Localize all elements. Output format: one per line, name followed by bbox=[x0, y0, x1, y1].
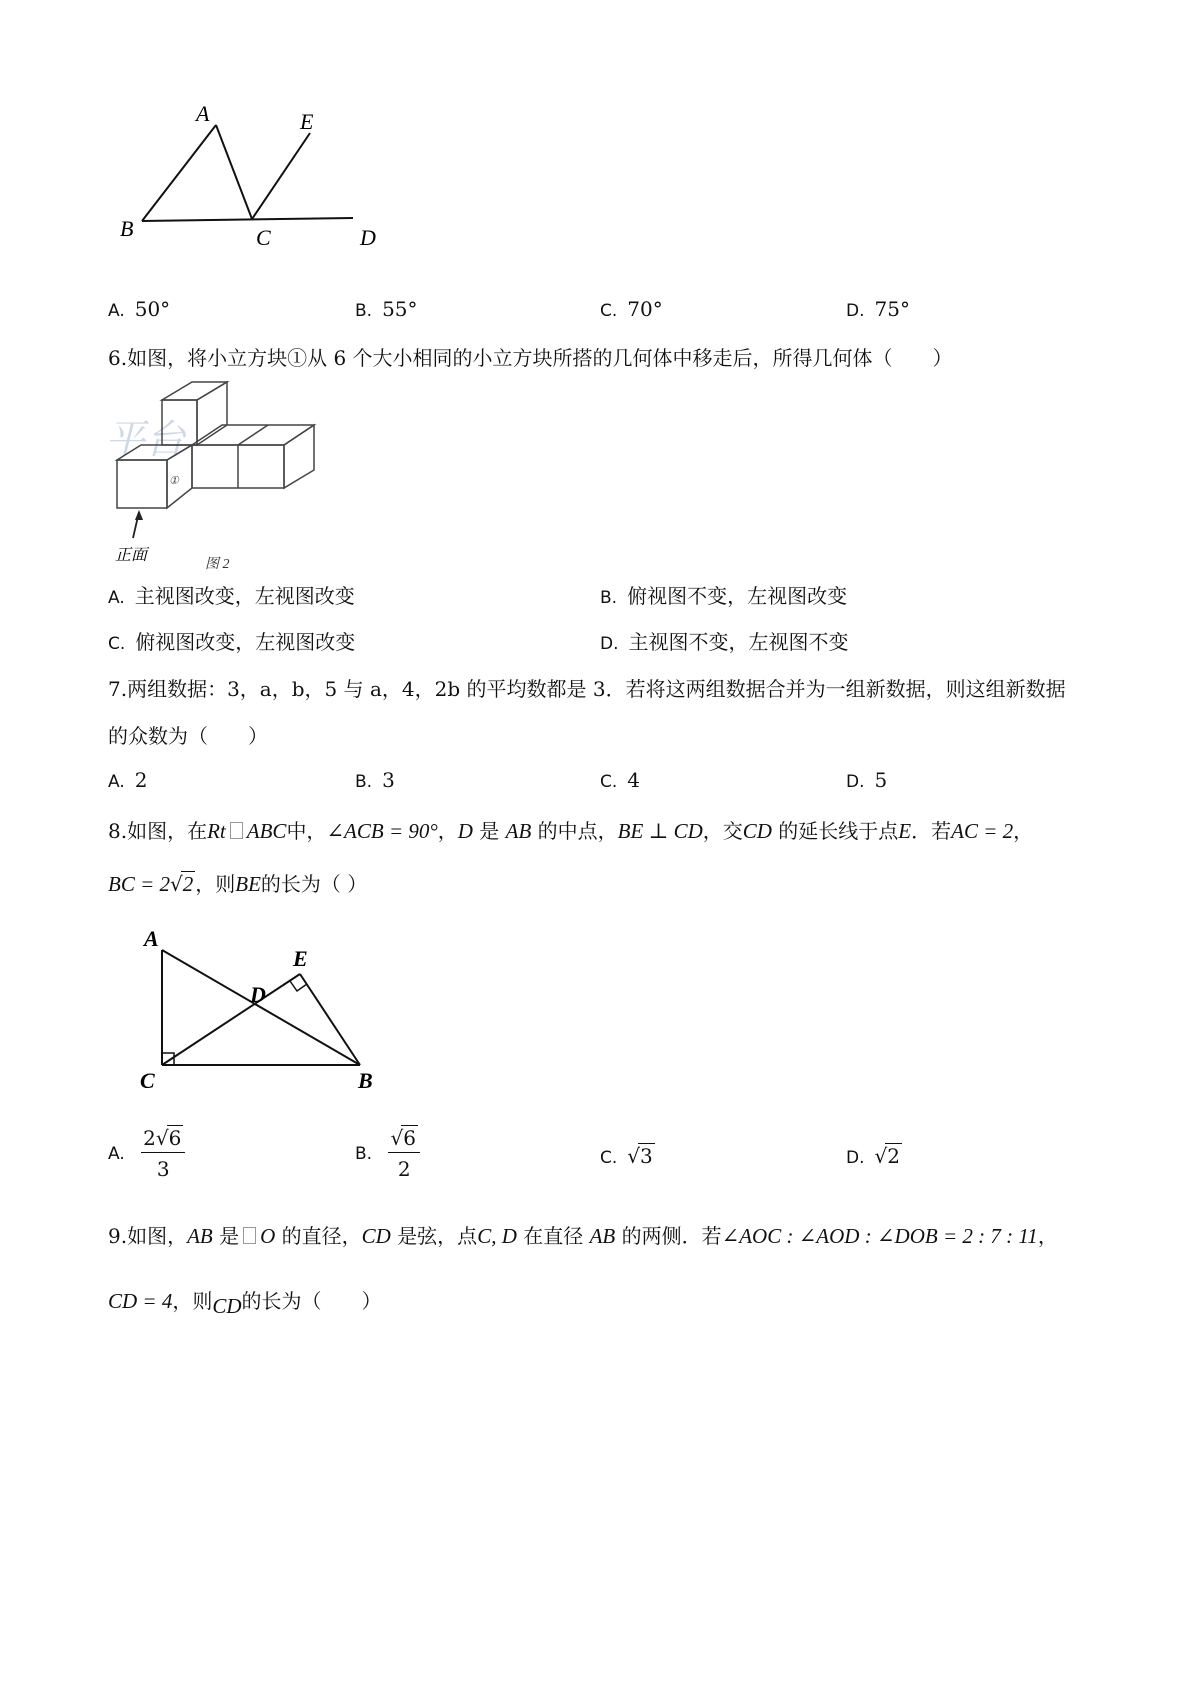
q6-stem: 6.如图，将小立方块①从 6 个大小相同的小立方块所搭的几何体中移走后，所得几何体（ ） bbox=[108, 346, 953, 370]
q7-option-c[interactable]: C. 4 bbox=[600, 768, 641, 792]
q5-option-d[interactable]: D. 75° bbox=[846, 297, 910, 321]
label-e: E bbox=[300, 109, 314, 134]
q8-stem-line2: BC = 2√2 ，则BE的长为（ ） bbox=[108, 872, 368, 896]
q7-option-b[interactable]: B. 3 bbox=[355, 768, 395, 792]
q7-stem-line1: 7.两组数据：3，a，b，5 与 a，4，2b 的平均数都是 3．若将这两组数据合并为一组新数据，则这组新数据 bbox=[108, 677, 1066, 701]
q5-option-c[interactable]: C. 70° bbox=[600, 297, 663, 321]
watermark: 平台 bbox=[105, 417, 185, 462]
q5-option-a[interactable]: A. 50° bbox=[108, 297, 171, 321]
label-b: B bbox=[120, 216, 134, 241]
q8-option-d[interactable]: D. √2 bbox=[846, 1144, 900, 1168]
q5-option-b[interactable]: B. 55° bbox=[355, 297, 418, 321]
q5-figure bbox=[110, 95, 410, 260]
line-ac bbox=[216, 125, 252, 219]
q7-stem-line2: 的众数为（ ） bbox=[108, 724, 268, 748]
q8-stem-line1: 8.如图，在Rt ABC中，∠ACB = 90°，D 是 AB 的中点，BE ⊥ CD，交CD 的延长线于点E．若AC = 2， bbox=[108, 819, 1034, 843]
label-d: D bbox=[250, 982, 266, 1007]
q8-option-c[interactable]: C. √3 bbox=[600, 1144, 653, 1168]
label-e: E bbox=[293, 946, 308, 971]
q8-figure bbox=[130, 920, 390, 1095]
q7-option-a[interactable]: A. 2 bbox=[108, 768, 148, 792]
missing-glyph-box bbox=[230, 822, 243, 839]
q8-option-a[interactable]: A. $\frac{2√6}{3}$ bbox=[108, 1125, 185, 1181]
cube-top-face bbox=[162, 382, 227, 400]
q6-option-b[interactable]: B. 俯视图不变，左视图改变 bbox=[600, 584, 848, 608]
line-bd bbox=[142, 218, 353, 221]
q6-option-d[interactable]: D. 主视图不变，左视图不变 bbox=[600, 630, 849, 654]
line-ba bbox=[142, 125, 216, 221]
label-d: D bbox=[360, 225, 376, 250]
figure-caption: 图 2 bbox=[205, 557, 230, 572]
line-ce bbox=[252, 133, 310, 219]
side-ab bbox=[162, 950, 360, 1065]
front-label: 正面 bbox=[115, 547, 148, 564]
label-c: C bbox=[140, 1068, 155, 1093]
line-be bbox=[300, 974, 360, 1065]
label-a: A bbox=[196, 101, 210, 126]
cube-top-side bbox=[197, 382, 227, 445]
line-ce bbox=[162, 974, 300, 1065]
label-a: A bbox=[144, 926, 159, 951]
q6-option-a[interactable]: A. 主视图改变，左视图改变 bbox=[108, 584, 355, 608]
cube-left-front bbox=[117, 460, 167, 508]
q8-option-b[interactable]: B. $\frac{√6}{2}$ bbox=[355, 1125, 420, 1181]
q9-stem-line2: CD = 4，则CD的长为（ ） bbox=[108, 1289, 382, 1318]
q9-stem-line1: 9.如图，AB 是 O 的直径，CD 是弦，点C, D 在直径 AB 的两侧．若∠AOC : ∠AOD : ∠DOB = 2 : 7 : 11， bbox=[108, 1224, 1058, 1248]
row-side bbox=[284, 425, 314, 488]
q7-option-d[interactable]: D. 5 bbox=[846, 768, 888, 792]
label-c: C bbox=[256, 225, 271, 250]
missing-glyph-box bbox=[243, 1227, 256, 1244]
marker-1: ① bbox=[169, 475, 179, 487]
q6-figure bbox=[105, 378, 365, 572]
q6-option-c[interactable]: C. 俯视图改变，左视图改变 bbox=[108, 630, 356, 654]
label-b: B bbox=[358, 1068, 373, 1093]
